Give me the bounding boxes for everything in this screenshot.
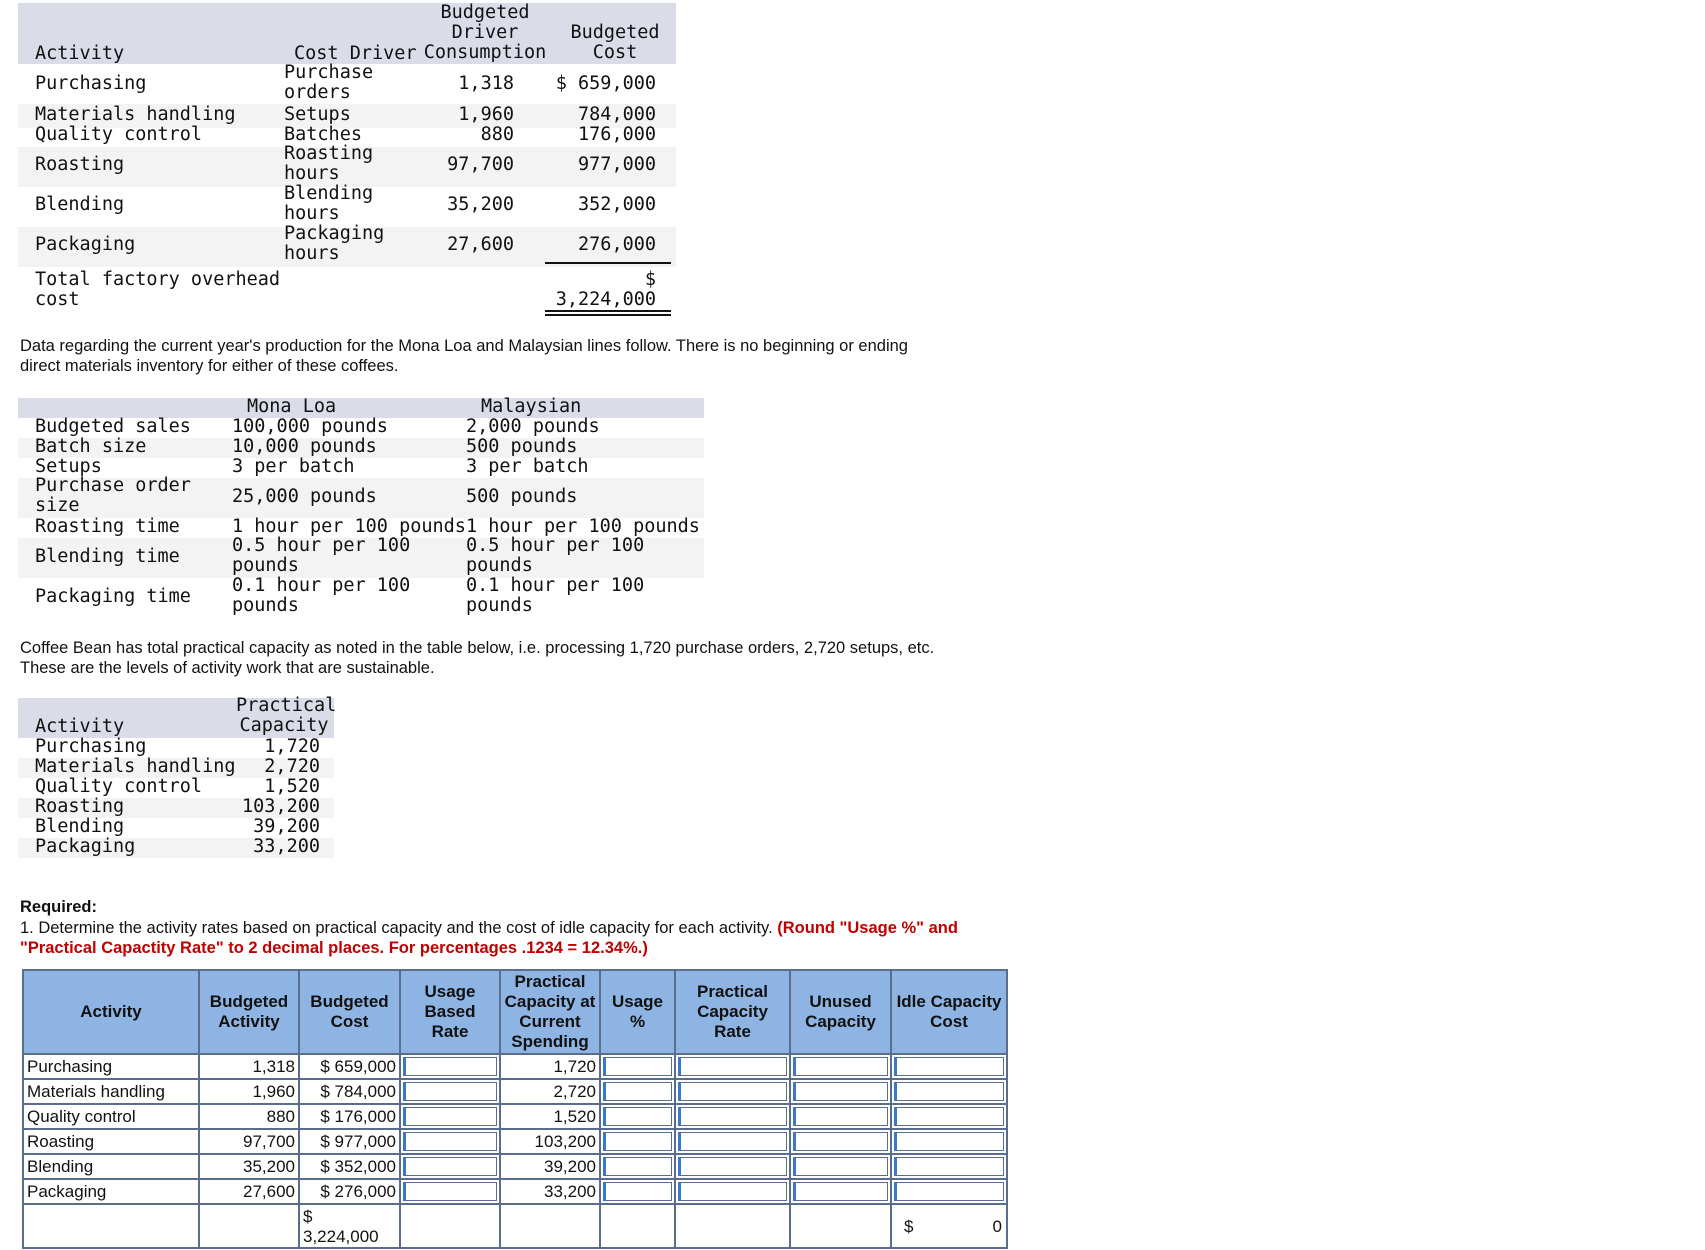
total-row: [23, 1204, 1007, 1248]
practical-rate-input[interactable]: [675, 1154, 790, 1179]
table-row: Quality control 880 $ 176,000 1,520: [23, 1104, 1007, 1129]
usage-rate-input[interactable]: [400, 1129, 500, 1154]
table-row: Blending 35,200 $ 352,000 39,200: [23, 1154, 1007, 1179]
header-consumption: Budgeted Driver Consumption: [423, 2, 547, 63]
usage-rate-input[interactable]: [400, 1154, 500, 1179]
practical-rate-input[interactable]: [675, 1054, 790, 1079]
answer-table: [22, 969, 1008, 1249]
col-budgeted-cost: Budgeted Cost: [299, 970, 400, 1054]
col-practical-capacity-rate: Practical Capacity Rate: [675, 970, 790, 1054]
usage-percent-input[interactable]: [600, 1054, 675, 1079]
usage-rate-input[interactable]: [400, 1104, 500, 1129]
header-activity: Activity: [35, 43, 125, 64]
total-value: $ 3,224,000: [555, 269, 656, 310]
idle-cost-input[interactable]: [891, 1129, 1007, 1154]
idle-cost-input[interactable]: [891, 1154, 1007, 1179]
col-unused-capacity: Unused Capacity: [790, 970, 891, 1054]
table-row: Purchasing 1,318 $ 659,000 1,720: [23, 1054, 1007, 1079]
paragraph-capacity: Coffee Bean has total practical capacity as noted in the table below, i.e. processing 1,720 purchase orders, 2,720 setups, etc. These are the levels of activity work that are sustainable.: [20, 639, 935, 677]
unused-capacity-input[interactable]: [790, 1179, 891, 1204]
usage-percent-input[interactable]: [600, 1079, 675, 1104]
idle-cost-input[interactable]: [891, 1104, 1007, 1129]
practical-rate-input[interactable]: [675, 1129, 790, 1154]
practical-rate-input[interactable]: [675, 1104, 790, 1129]
header-activity: Activity: [35, 716, 125, 737]
usage-rate-input[interactable]: [400, 1079, 500, 1104]
idle-cost-input[interactable]: [891, 1054, 1007, 1079]
header-cost-driver: Cost Driver: [294, 43, 417, 64]
unused-capacity-input[interactable]: [790, 1054, 891, 1079]
unused-capacity-input[interactable]: [790, 1129, 891, 1154]
total-label: Total factory overhead cost: [35, 269, 281, 310]
paragraph-production-data: Data regarding the current year's production for the Mona Loa and Malaysian lines follow. There is no beginning or ending direct materials inventory for either of these coffees.: [20, 337, 908, 375]
header-malaysian: Malaysian: [481, 396, 582, 417]
col-activity: Activity: [23, 970, 199, 1054]
usage-percent-input[interactable]: [600, 1154, 675, 1179]
col-budgeted-activity: Budgeted Activity: [199, 970, 299, 1054]
idle-cost-input[interactable]: [891, 1179, 1007, 1204]
usage-percent-input[interactable]: [600, 1104, 675, 1129]
header-mona-loa: Mona Loa: [247, 396, 337, 417]
required-instructions: 1. Determine the activity rates based on practical capacity and the cost of idle capacity for each activity. (Round "Usage %" and "Practical Capactity Rate" to 2 decimal places. For percentages .1234 = 12.34%.): [20, 919, 958, 957]
total-budgeted-cost: $ 3,224,000: [299, 1204, 400, 1248]
unused-capacity-input[interactable]: [790, 1154, 891, 1179]
total-idle-capacity-cost: $ 0: [891, 1204, 1007, 1248]
usage-percent-input[interactable]: [600, 1129, 675, 1154]
header-practical-capacity: Practical Capacity: [236, 695, 337, 736]
table-row: Packaging 27,600 $ 276,000 33,200: [23, 1179, 1007, 1204]
col-practical-capacity-spending: Practical Capacity at Current Spending: [500, 970, 600, 1054]
practical-rate-input[interactable]: [675, 1079, 790, 1104]
col-usage-percent: Usage %: [600, 970, 675, 1054]
header-budgeted-cost: Budgeted Cost: [570, 22, 660, 63]
unused-capacity-input[interactable]: [790, 1104, 891, 1129]
required-heading: Required:: [20, 898, 98, 916]
table-row: Roasting 97,700 $ 977,000 103,200: [23, 1129, 1007, 1154]
usage-rate-input[interactable]: [400, 1054, 500, 1079]
practical-rate-input[interactable]: [675, 1179, 790, 1204]
idle-cost-input[interactable]: [891, 1079, 1007, 1104]
usage-rate-input[interactable]: [400, 1179, 500, 1204]
col-usage-based-rate: Usage Based Rate: [400, 970, 500, 1054]
table-row: Materials handling 1,960 $ 784,000 2,720: [23, 1079, 1007, 1104]
usage-percent-input[interactable]: [600, 1179, 675, 1204]
unused-capacity-input[interactable]: [790, 1079, 891, 1104]
col-idle-capacity-cost: Idle Capacity Cost: [891, 970, 1007, 1054]
